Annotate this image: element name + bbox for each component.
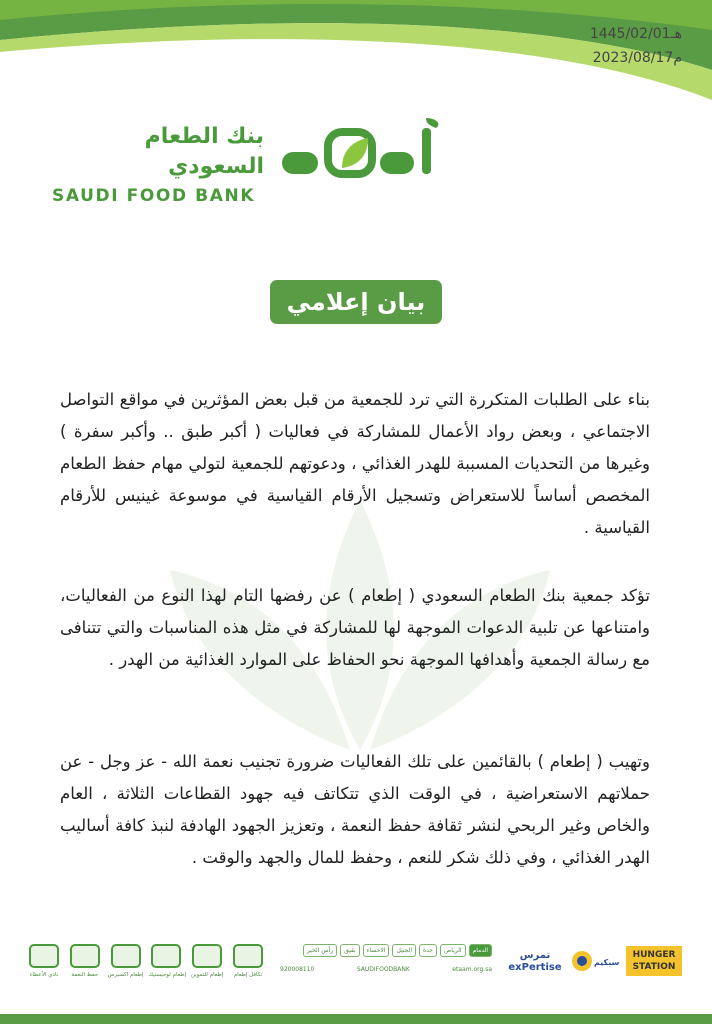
branch-chip: جدة bbox=[419, 944, 437, 957]
logo-text bbox=[52, 122, 264, 206]
program-icon bbox=[233, 944, 263, 968]
logo-name-en: SAUDI FOOD BANK bbox=[52, 186, 256, 206]
expertise-logo: تمرس exPertise bbox=[508, 950, 562, 973]
programs-icons bbox=[26, 944, 266, 978]
logo-name-ar: بنك الطعام السعودي bbox=[144, 124, 264, 179]
hungerstation-logo: HUNGER STATION bbox=[626, 946, 682, 976]
program-item bbox=[230, 944, 266, 978]
program-item bbox=[67, 944, 103, 978]
website-link[interactable]: etaam.org.sa bbox=[452, 966, 492, 973]
phone-number[interactable]: 920008110 bbox=[280, 966, 315, 973]
sipchem-text: سبكيم bbox=[594, 958, 620, 967]
document-title: بيان إعلامي bbox=[270, 280, 442, 324]
program-item bbox=[148, 944, 187, 978]
branches-block bbox=[280, 944, 492, 974]
program-icon bbox=[111, 944, 141, 968]
social-handle[interactable]: SAUDIFOODBANK bbox=[356, 966, 410, 973]
paragraph-3: وتهيب ( إطعام ) بالقائمين على تلك الفعاليات ضرورة تجنيب نعمة الله - عز وجل - عن حملاتهم الاستعراضية ، في الوقت الذي تتكاتف فيه جهود القطاعات الثلاثة ، العام والخاص وغير الربحي لنشر ثقافة حفظ النعمة ، وتعزيز الجهود الهادفة لنبذ كافة أساليب الهدر الغذائي ، وفي ذلك شكر للنعم ، وحفظ للمال والجهد والوقت . bbox=[60, 752, 650, 867]
program-icon bbox=[70, 944, 100, 968]
program-item bbox=[108, 944, 144, 978]
footer-bar bbox=[0, 1014, 712, 1024]
paragraph-1: بناء على الطلبات المتكررة التي ترد للجمعية من قبل بعض المؤثرين في مواقع التواصل الاجتماعي ، وبعض رواد الأعمال للمشاركة في فعاليات ( أكبر طبق .. وأكبر سفرة ) وغيرها من التحديات المسببة للهدر الغذائي ، ودعوتهم للجمعية لتولي مهام حفظ الطعام المخصص أساساً للاستعراض وتسجيل الأرقام القياسية في موسوعة غينيس للأرقام القياسية . bbox=[60, 390, 650, 537]
program-label: إطعام اكسبرس bbox=[107, 972, 144, 978]
program-label: إطعام لوجيستيك bbox=[148, 972, 187, 978]
program-label: نادي الأعطاء bbox=[29, 972, 59, 978]
program-item bbox=[189, 944, 225, 978]
branch-chip: رأس الخير bbox=[303, 944, 337, 957]
program-item bbox=[26, 944, 62, 978]
program-icon bbox=[192, 944, 222, 968]
sipchem-logo bbox=[570, 946, 620, 976]
branch-chip: الرياض bbox=[440, 944, 466, 957]
program-label: تكافل إطعام bbox=[233, 972, 263, 978]
contact-row bbox=[280, 965, 492, 974]
branch-list bbox=[280, 944, 492, 957]
document-dates bbox=[590, 22, 682, 70]
program-icon bbox=[29, 944, 59, 968]
date-hijri: 1445/02/01هـ bbox=[589, 26, 682, 42]
date-gregorian: 2023/08/17م bbox=[592, 50, 682, 66]
branch-chip: الجبيل bbox=[392, 944, 416, 957]
branch-chip: الدمام bbox=[469, 944, 492, 957]
program-icon bbox=[151, 944, 181, 968]
program-label: إطعام للتموين bbox=[191, 972, 224, 978]
paragraph-2: تؤكد جمعية بنك الطعام السعودي ( إطعام ) عن رفضها التام لهذا النوع من الفعاليات، وامتناعها عن تلبية الدعوات الموجهة لها للمشاركة في مثل هذه المناسبات والتي تتنافى مع رسالة الجمعية وأهدافها الموجهة نحو الحفاظ على الموارد الغذائية من الهدر . bbox=[60, 586, 650, 669]
branch-chip: بقيق bbox=[340, 944, 360, 957]
branch-chip: الاحساء bbox=[363, 944, 390, 957]
program-label: حفظ النعمة bbox=[71, 972, 99, 978]
etaam-logo-mark bbox=[276, 118, 456, 188]
